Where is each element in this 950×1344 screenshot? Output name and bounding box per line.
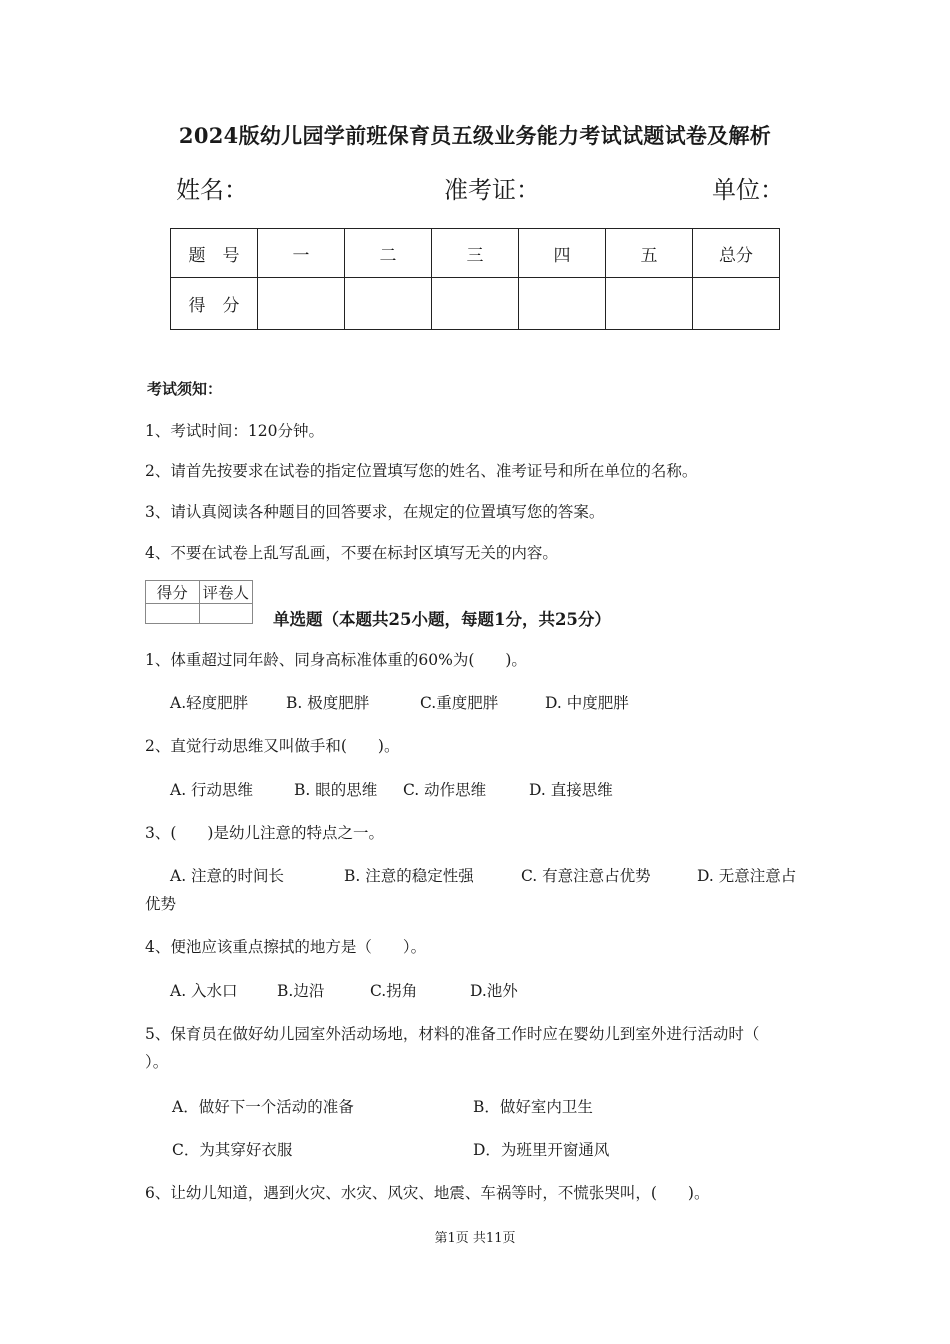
score-input-cell[interactable]: [345, 278, 432, 330]
question-stem: 5、保育员在做好幼儿园室外活动场地，材料的准备工作时应在婴幼儿到室外进行活动时（: [145, 1025, 760, 1043]
section-title: 单选题（本题共25小题，每题1分，共25分）: [273, 610, 611, 629]
question-stem: 6、让幼儿知道，遇到火灾、水灾、风灾、地震、车祸等时，不慌张哭叫，( )。: [145, 1184, 710, 1202]
question-option: A.轻度肥胖: [170, 694, 249, 712]
question-stem: 3、( )是幼儿注意的特点之一。: [145, 824, 384, 842]
question-option: C.拐角: [370, 982, 418, 1000]
notice-item: 4、不要在试卷上乱写乱画，不要在标封区填写无关的内容。: [145, 544, 558, 562]
question-option: C. 动作思维: [403, 781, 487, 799]
question-option: B．做好室内卫生: [473, 1098, 593, 1116]
score-row-label: 得 分: [171, 278, 258, 330]
score-table-score-row: [171, 278, 780, 330]
question-option-wrap: 优势: [145, 895, 177, 913]
score-header-cell: 题 号: [171, 229, 258, 278]
score-table: [170, 228, 780, 330]
notice-item: 3、请认真阅读各种题目的回答要求，在规定的位置填写您的答案。: [145, 503, 605, 521]
question-stem: 1、体重超过同年龄、同身高标准体重的60%为( )。: [145, 651, 527, 669]
score-input-cell[interactable]: [606, 278, 693, 330]
question-option: A. 行动思维: [170, 781, 254, 799]
score-input-cell[interactable]: [693, 278, 780, 330]
question-option: C. 有意注意占优势: [521, 867, 651, 885]
unit-label: 单位：: [712, 176, 784, 204]
question-option: D. 中度肥胖: [545, 694, 629, 712]
question-option: C．为其穿好衣服: [172, 1141, 293, 1159]
score-header-cell: 总分: [693, 229, 780, 278]
question-option: B. 眼的思维: [294, 781, 378, 799]
question-stem: 4、便池应该重点擦拭的地方是（ ）。: [145, 938, 427, 956]
page-footer: 第1页 共11页: [434, 1231, 516, 1246]
question-option: B. 注意的稳定性强: [344, 867, 474, 885]
question-stem-wrap: ）。: [145, 1053, 169, 1071]
score-header-cell: 三: [432, 229, 519, 278]
grader-score-label: 得分: [146, 581, 200, 604]
question-option: B.边沿: [277, 982, 325, 1000]
exam-number-label: 准考证：: [444, 176, 540, 204]
score-header-cell: 五: [606, 229, 693, 278]
question-option: B. 极度肥胖: [286, 694, 370, 712]
grader-reviewer-cell[interactable]: [199, 604, 253, 624]
score-header-cell: 一: [258, 229, 345, 278]
question-stem: 2、直觉行动思维又叫做手和( )。: [145, 737, 400, 755]
question-option: D．为班里开窗通风: [473, 1141, 610, 1159]
grader-box: [145, 580, 253, 624]
score-input-cell[interactable]: [519, 278, 606, 330]
score-header-cell: 四: [519, 229, 606, 278]
question-option: A. 注意的时间长: [170, 867, 285, 885]
notice-heading: 考试须知：: [147, 380, 223, 398]
score-table-header-row: [171, 229, 780, 278]
notice-item: 2、请首先按要求在试卷的指定位置填写您的姓名、准考证号和所在单位的名称。: [145, 462, 698, 480]
question-option: D. 直接思维: [529, 781, 613, 799]
question-option: D.池外: [470, 982, 518, 1000]
question-option: A. 入水口: [170, 982, 238, 1000]
grader-score-cell[interactable]: [146, 604, 200, 624]
name-label: 姓名：: [176, 176, 248, 204]
question-option: C.重度肥胖: [420, 694, 499, 712]
page-title: 2024版幼儿园学前班保育员五级业务能力考试试题试卷及解析: [178, 123, 772, 148]
grader-reviewer-label: 评卷人: [199, 581, 253, 604]
score-header-cell: 二: [345, 229, 432, 278]
score-input-cell[interactable]: [432, 278, 519, 330]
question-option: D. 无意注意占: [697, 867, 797, 885]
notice-item: 1、考试时间：120分钟。: [145, 422, 324, 440]
score-input-cell[interactable]: [258, 278, 345, 330]
question-option: A．做好下一个活动的准备: [172, 1098, 354, 1116]
